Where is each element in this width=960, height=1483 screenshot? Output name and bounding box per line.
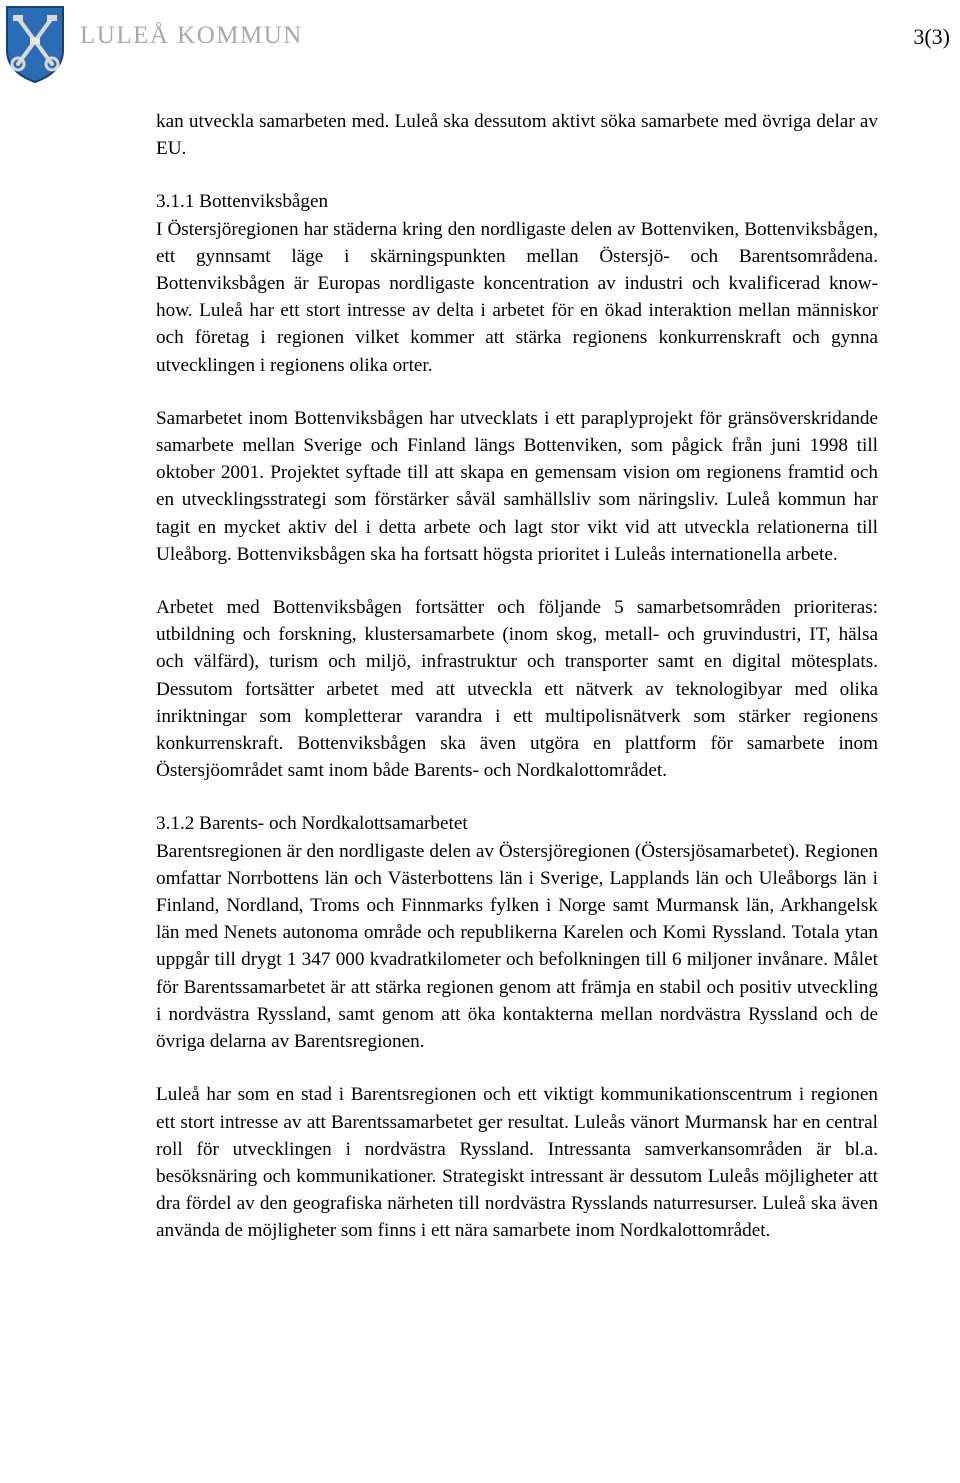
- paragraph-barents-2: Luleå har som en stad i Barentsregionen och ett viktigt kommunikationscentrum i regionen ett stort intresse av att Barentssamarbetet ger resultat. Luleås vänort Murmansk har en central roll för utvecklingen i nordvästra Ryssland. Intressanta samverkansområden är bl.a. besöksnäring och kommunikationer. Strategiskt intressant är dessutom Luleås möjligheter att dra fördel av den geografiska närheten till nordvästra Rysslands naturresurser. Luleå ska även använda de möjligheter som finns i ett nära samarbete inom Nordkalottområdet.: [156, 1084, 878, 1242]
- organization-name: LULEÅ KOMMUN: [80, 22, 303, 49]
- document-body: [156, 108, 878, 1245]
- paragraph-bottenviksbagen-1: I Östersjöregionen har städerna kring den nordligaste delen av Bottenviken, Bottenviksbågen, ett gynnsamt läge i skärningspunkten mellan Östersjö- och Barentsområdena. Bottenviksbågen är Europas nordligaste koncentration av industri och kvalificerad know-how. Luleå har ett stort intresse av delta i arbetet för en ökad interaktion mellan människor och företag i regionen vilket kommer att stärka regionens konkurrenskraft och gynna utvecklingen i regionens olika orter.: [156, 218, 878, 376]
- coat-of-arms-keys-icon: [4, 4, 66, 84]
- section-heading-barents: 3.1.2 Barents- och Nordkalottsamarbetet: [156, 813, 468, 835]
- paragraph-intro: kan utveckla samarbeten med. Luleå ska dessutom aktivt söka samarbete med övriga delar av EU.: [156, 111, 878, 160]
- page-header: [0, 0, 960, 90]
- paragraph-bottenviksbagen-3: Arbetet med Bottenviksbågen fortsätter och följande 5 samarbetsområden prioriteras: utbildning och forskning, klustersamarbete (inom skog, metall- och gruvindustri, IT, hälsa och välfärd), turism och miljö, infrastruktur och transporter samt en digital mötesplats. Dessutom fortsätter arbetet med att utveckla ett nätverk av teknologibyar med olika inriktningar som kompletterar varandra i ett multipolisnätverk som stärker regionens konkurrenskraft. Bottenviksbågen ska även utgöra en plattform för samarbete inom Östersjöområdet samt inom både Barents- och Nordkalottområdet.: [156, 597, 878, 782]
- paragraph-bottenviksbagen-2: Samarbetet inom Bottenviksbågen har utvecklats i ett paraplyprojekt för gränsöverskridande samarbete mellan Sverige och Finland längs Bottenviken, som pågick från juni 1998 till oktober 2001. Projektet syftade till att skapa en gemensam vision om regionens framtid och en utvecklingsstrategi som förstärker såväl samhällsliv som näringsliv. Luleå kommun har tagit en mycket aktiv del i detta arbete och lagt stor vikt vid att utveckla relationerna till Uleåborg. Bottenviksbågen ska ha fortsatt högsta prioritet i Luleås internationella arbete.: [156, 407, 878, 565]
- section-heading-bottenviksbagen: 3.1.1 Bottenviksbågen: [156, 191, 329, 213]
- paragraph-barents-1: Barentsregionen är den nordligaste delen av Östersjöregionen (Östersjösamarbetet). Regionen omfattar Norrbottens län och Västerbottens län i Sverige, Lapplands län och Uleåborgs län i Finland, Nordland, Troms och Finnmarks fylken i Norge samt Murmansk län, Arkhangelsk län med Nenets autonoma område och republikerna Karelen och Komi Ryssland. Totala ytan uppgår till drygt 1 347 000 kvadratkilometer och befolkningen till 6 miljoner invånare. Målet för Barentssamarbetet är att stärka regionen genom att främja en stabil och positiv utveckling i nordvästra Ryssland, samt genom att öka kontakterna mellan nordvästra Ryssland och de övriga delarna av Barentsregionen.: [156, 840, 878, 1053]
- page-number: 3(3): [913, 24, 950, 49]
